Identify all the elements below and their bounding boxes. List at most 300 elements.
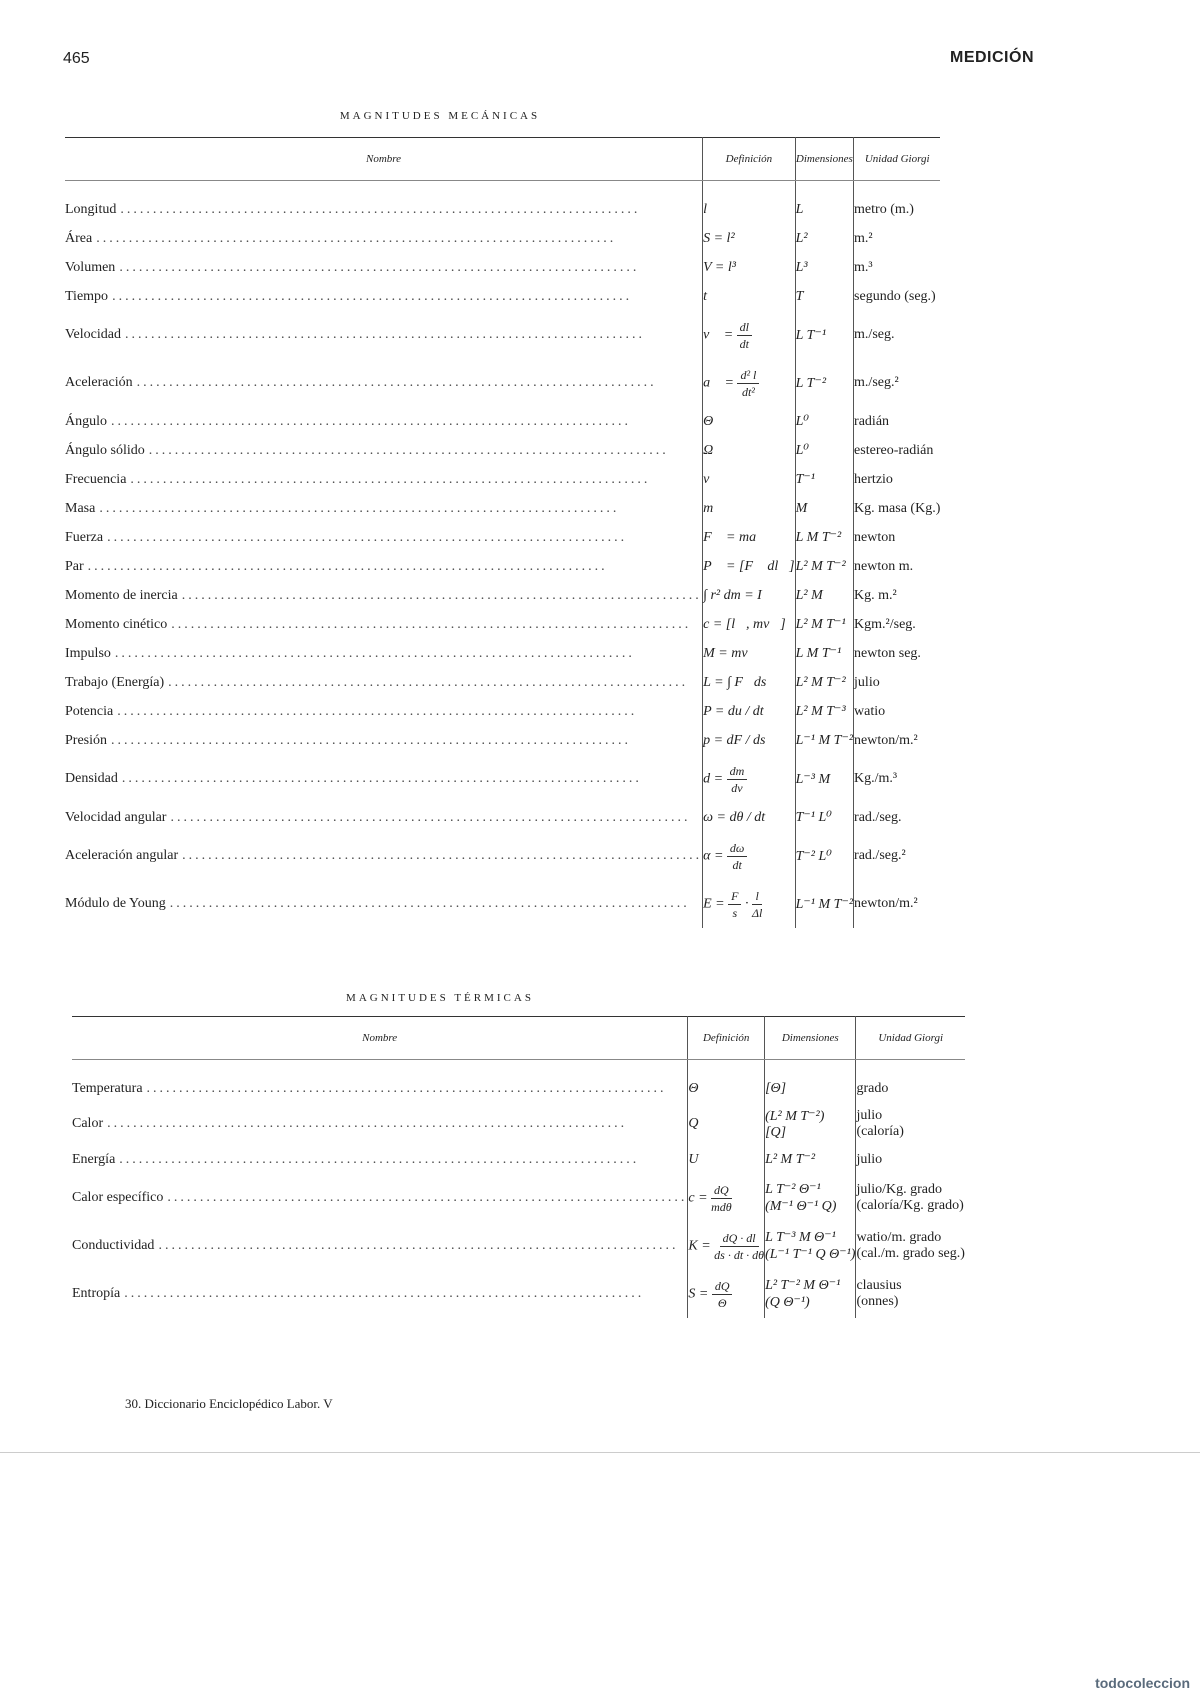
cell-dimensiones [795, 832, 853, 880]
quantity-name: Densidad [65, 771, 118, 786]
leader-dots: ................................................................................ [171, 616, 692, 632]
fraction-denominator: dt [732, 857, 742, 872]
definition-prefix: S = [688, 1286, 709, 1302]
cell-unidad [854, 755, 941, 803]
col-header-nombre: Nombre [72, 1017, 688, 1060]
unit: Kgm.²/seg. [854, 616, 916, 632]
unit: newton m. [854, 558, 914, 574]
cell-dimensiones [795, 311, 853, 359]
col-header-dimensiones: Dimensiones [795, 138, 853, 181]
definition: Ω [703, 442, 714, 458]
table-row [65, 639, 940, 668]
quantity-name: Potencia [65, 703, 114, 719]
cell-definicion [688, 1222, 765, 1270]
unit-alt: (caloría/Kg. grado) [856, 1198, 964, 1213]
definition: t [703, 288, 707, 304]
cell-unidad [856, 1074, 965, 1103]
unit: watio/m. grado [856, 1230, 942, 1245]
cell-dimensiones [795, 224, 853, 253]
fraction [737, 319, 752, 352]
dimension: L [795, 201, 804, 217]
fraction [752, 888, 762, 921]
quantity-name: Fuerza [65, 529, 104, 545]
definition: ∫ r² dm = I [703, 587, 762, 603]
unit: newton seg. [854, 645, 921, 661]
definition-operator: · [744, 896, 749, 912]
leader-dots: ................................................................................ [107, 529, 628, 545]
dimension: L² [795, 230, 808, 246]
cell-definicion [703, 832, 796, 880]
cell-nombre [65, 359, 703, 407]
cell-dimensiones [795, 755, 853, 803]
leader-dots: ................................................................................ [96, 230, 617, 246]
table-row [65, 465, 940, 494]
dimension: L⁻³ M [795, 771, 831, 787]
cell-unidad [854, 465, 941, 494]
cell-nombre [65, 465, 703, 494]
col-header-nombre: Nombre [65, 138, 703, 181]
fraction-denominator: ds · dt · dθ [714, 1247, 765, 1262]
col-header-unidad: Unidad Giorgi [856, 1017, 965, 1060]
dimension: L² M T⁻² [795, 559, 846, 574]
table-row [65, 697, 940, 726]
leader-dots: ................................................................................ [114, 645, 635, 661]
quantity-name: Masa [65, 500, 96, 516]
table-row [72, 1174, 965, 1222]
unit: clausius [856, 1278, 902, 1293]
cell-unidad [856, 1222, 965, 1270]
dimension: L² M T⁻¹ [795, 617, 846, 632]
table-row [72, 1103, 965, 1145]
cell-nombre [72, 1174, 688, 1222]
mecanicas-body [65, 181, 940, 929]
dimension: L M T⁻² [795, 530, 842, 545]
cell-dimensiones [795, 195, 853, 224]
fraction [737, 367, 759, 400]
dimension: L T⁻¹ [795, 327, 827, 343]
dimension: L T⁻² [795, 375, 827, 391]
cell-nombre [65, 639, 703, 668]
leader-dots: ................................................................................ [181, 587, 702, 603]
cell-dimensiones [765, 1074, 856, 1103]
cell-nombre [65, 581, 703, 610]
quantity-name: Ángulo [65, 413, 107, 429]
leader-dots: ................................................................................ [121, 771, 642, 786]
cell-nombre [72, 1222, 688, 1270]
leader-dots: ................................................................................ [119, 1151, 640, 1167]
quantity-name: Ángulo sólido [65, 442, 145, 458]
leader-dots: ................................................................................ [112, 288, 633, 304]
leader-dots: ................................................................................ [124, 1286, 645, 1301]
cell-unidad [854, 880, 941, 928]
cell-definicion [703, 639, 796, 668]
unit: julio [856, 1151, 883, 1167]
unit: hertzio [854, 471, 893, 487]
dimension: L² M T⁻² [795, 675, 846, 690]
unit: m./seg. [854, 327, 895, 342]
table-row [65, 282, 940, 311]
cell-unidad [856, 1145, 965, 1174]
footer-note: 30. Diccionario Enciclopédico Labor. V [125, 1396, 333, 1411]
quantity-name: Trabajo (Energía) [65, 674, 165, 690]
cell-dimensiones [765, 1174, 856, 1222]
cell-nombre [65, 610, 703, 639]
cell-unidad [854, 195, 941, 224]
mecanicas-caption: MAGNITUDES MECÁNICAS [339, 110, 541, 122]
leader-dots: ................................................................................ [119, 259, 640, 275]
cell-dimensiones [795, 668, 853, 697]
leader-dots: ................................................................................ [170, 809, 691, 825]
table-row [65, 359, 940, 407]
definition: M = mv⃗ [703, 645, 759, 661]
quantity-name: Conductividad [72, 1238, 155, 1253]
unit: m.³ [854, 259, 873, 275]
table-row [65, 224, 940, 253]
termicas-caption: MAGNITUDES TÉRMICAS [346, 992, 534, 1004]
termicas-body [72, 1060, 965, 1319]
fraction [727, 763, 748, 796]
unit: newton/m.² [854, 732, 918, 748]
cell-nombre [65, 282, 703, 311]
definition: S = l² [703, 230, 735, 246]
cell-unidad [854, 407, 941, 436]
table-row [72, 1270, 965, 1318]
unit: Kg. masa (Kg.) [854, 500, 941, 516]
unit: julio [856, 1108, 883, 1123]
fraction-denominator: dv [731, 780, 743, 795]
cell-definicion [703, 880, 796, 928]
fraction [727, 840, 747, 873]
fraction-numerator: F [728, 888, 741, 905]
unit: newton/m.² [854, 896, 918, 911]
cell-dimensiones [795, 726, 853, 755]
fraction-denominator: Δl [751, 905, 763, 920]
unit: radián [854, 413, 890, 429]
quantity-name: Calor [72, 1116, 104, 1131]
cell-unidad [854, 523, 941, 552]
cell-definicion [688, 1145, 765, 1174]
dimension: L⁻¹ M T⁻² [795, 896, 854, 912]
col-header-definicion: Definición [688, 1017, 765, 1060]
definition: l [703, 201, 707, 217]
cell-definicion [703, 359, 796, 407]
quantity-name: Aceleración [65, 375, 133, 390]
cell-dimensiones [795, 407, 853, 436]
table-row [65, 832, 940, 880]
cell-definicion [703, 195, 796, 224]
cell-dimensiones [765, 1222, 856, 1270]
leader-dots: ................................................................................ [148, 442, 669, 458]
leader-dots: ................................................................................ [111, 413, 631, 429]
dimension: L⁰ [795, 414, 810, 429]
cell-unidad [854, 832, 941, 880]
quantity-name: Momento cinético [65, 616, 168, 632]
fraction [711, 1182, 732, 1215]
cell-dimensiones [795, 610, 853, 639]
table-row [65, 610, 940, 639]
dimension: L⁰ [795, 443, 810, 458]
cell-nombre [72, 1074, 688, 1103]
cell-dimensiones [795, 359, 853, 407]
cell-dimensiones [765, 1103, 856, 1145]
fraction-numerator: l [752, 888, 761, 905]
table-row [65, 436, 940, 465]
cell-nombre [65, 407, 703, 436]
cell-unidad [854, 494, 941, 523]
dimension-alt: (Q Θ⁻¹) [765, 1295, 810, 1310]
quantity-name: Velocidad angular [65, 809, 167, 825]
cell-unidad [854, 311, 941, 359]
unit: Kg./m.³ [854, 771, 898, 786]
quantity-name: Impulso [65, 645, 111, 661]
unit: segundo (seg.) [854, 288, 936, 304]
cell-nombre [65, 253, 703, 282]
cell-definicion [688, 1174, 765, 1222]
cell-dimensiones [765, 1145, 856, 1174]
quantity-name: Volumen [65, 259, 116, 275]
table-row [65, 755, 940, 803]
dimension: M [795, 500, 808, 516]
cell-dimensiones [765, 1270, 856, 1318]
cell-definicion [703, 436, 796, 465]
dimension: L⁻¹ M T⁻² [795, 733, 854, 748]
dimension: T⁻¹ [795, 472, 815, 487]
page-number: 465 [63, 50, 90, 67]
cell-nombre [65, 755, 703, 803]
cell-definicion [703, 755, 796, 803]
cell-nombre [65, 436, 703, 465]
bottom-rule [0, 1452, 1200, 1453]
definition-prefix: α = [703, 848, 724, 864]
leader-dots: ................................................................................ [107, 1116, 628, 1131]
unit-alt: (onnes) [856, 1294, 899, 1309]
leader-dots: ................................................................................ [158, 1238, 679, 1253]
cell-dimensiones [795, 697, 853, 726]
cell-unidad [854, 803, 941, 832]
leader-dots: ................................................................................ [169, 896, 690, 911]
definition: L = ∫ F⃗ds [703, 674, 767, 690]
quantity-name: Aceleración angular [65, 848, 179, 863]
definition: ν [703, 471, 710, 487]
definition-prefix: a⃗ = [703, 375, 734, 391]
cell-unidad [854, 697, 941, 726]
cell-definicion [703, 407, 796, 436]
quantity-name: Temperatura [72, 1080, 143, 1096]
cell-nombre [65, 668, 703, 697]
quantity-name: Velocidad [65, 327, 121, 342]
unit: julio/Kg. grado [856, 1182, 942, 1197]
cell-nombre [65, 726, 703, 755]
cell-unidad [854, 224, 941, 253]
cell-definicion [703, 494, 796, 523]
running-head: MEDICIÓN [950, 49, 1034, 66]
unit: julio [854, 674, 880, 690]
fraction-numerator: dm [727, 763, 748, 780]
dimension: [Θ] [765, 1080, 787, 1096]
cell-nombre [65, 552, 703, 581]
quantity-name: Tiempo [65, 288, 109, 304]
quantity-name: Calor específico [72, 1190, 164, 1205]
leader-dots: ................................................................................ [111, 732, 631, 748]
cell-definicion [688, 1270, 765, 1318]
quantity-name: Presión [65, 732, 107, 748]
cell-dimensiones [795, 436, 853, 465]
cell-nombre [65, 697, 703, 726]
cell-dimensiones [795, 552, 853, 581]
col-header-dimensiones: Dimensiones [765, 1017, 856, 1060]
cell-dimensiones [795, 253, 853, 282]
cell-unidad [854, 282, 941, 311]
dimension: L² M T⁻² [765, 1152, 816, 1167]
unit: m.² [854, 230, 873, 246]
definition: P⃗ = [F⃗ dl⃗] [703, 558, 795, 574]
cell-definicion [703, 523, 796, 552]
quantity-name: Área [65, 230, 93, 246]
unit: rad./seg.² [854, 848, 906, 863]
unit-alt: (cal./m. grado seg.) [856, 1246, 965, 1261]
fraction-numerator: dQ · dl [720, 1230, 759, 1247]
cell-unidad [854, 726, 941, 755]
cell-nombre [72, 1270, 688, 1318]
cell-dimensiones [795, 880, 853, 928]
fraction-numerator: dl [737, 319, 752, 336]
leader-dots: ................................................................................ [182, 848, 703, 863]
definition-prefix: c = [688, 1190, 708, 1206]
definition: U [688, 1151, 699, 1167]
cell-unidad [854, 436, 941, 465]
leader-dots: ................................................................................ [146, 1080, 667, 1096]
cell-nombre [65, 880, 703, 928]
dimension: L³ [795, 259, 808, 275]
definition: P = du / dt [703, 703, 764, 719]
dimension-alt: (L⁻¹ T⁻¹ Q Θ⁻¹) [765, 1247, 856, 1262]
fraction-denominator: s [732, 905, 738, 920]
definition: Θ [688, 1080, 699, 1096]
definition-prefix: K = [688, 1238, 711, 1254]
table-row [65, 253, 940, 282]
cell-unidad [854, 639, 941, 668]
cell-definicion [703, 253, 796, 282]
cell-dimensiones [795, 581, 853, 610]
cell-dimensiones [795, 494, 853, 523]
cell-nombre [65, 195, 703, 224]
cell-nombre [72, 1145, 688, 1174]
watermark: todocoleccion [1095, 1675, 1190, 1691]
cell-dimensiones [795, 465, 853, 494]
unit-alt: (caloría) [856, 1124, 904, 1139]
col-header-definicion: Definición [703, 138, 796, 181]
dimension: L² T⁻² M Θ⁻¹ [765, 1278, 841, 1293]
leader-dots: ................................................................................ [87, 558, 608, 574]
cell-nombre [65, 832, 703, 880]
dimension-alt: (M⁻¹ Θ⁻¹ Q) [765, 1199, 837, 1214]
dimension: T [795, 288, 804, 304]
cell-unidad [856, 1270, 965, 1318]
unit: m./seg.² [854, 375, 899, 390]
table-row [65, 494, 940, 523]
cell-definicion [703, 697, 796, 726]
leader-dots: ................................................................................ [99, 500, 620, 516]
leader-dots: ................................................................................ [117, 703, 638, 719]
termicas-table [72, 1016, 965, 1318]
cell-nombre [72, 1103, 688, 1145]
dimension: T⁻¹ L⁰ [795, 810, 832, 825]
leader-dots: ................................................................................ [124, 327, 645, 342]
cell-unidad [856, 1174, 965, 1222]
cell-definicion [703, 311, 796, 359]
col-header-unidad: Unidad Giorgi [854, 138, 941, 181]
quantity-name: Frecuencia [65, 471, 127, 487]
leader-dots: ................................................................................ [136, 375, 657, 390]
dimension: (L² M T⁻²) [765, 1108, 825, 1124]
fraction-denominator: Θ [717, 1295, 727, 1310]
cell-dimensiones [795, 523, 853, 552]
cell-unidad [854, 668, 941, 697]
table-row [65, 311, 940, 359]
table-row [65, 668, 940, 697]
unit: estereo-radián [854, 442, 934, 458]
fraction-numerator: d² l [737, 367, 759, 384]
mecanicas-table [65, 137, 940, 928]
dimension: L² M [795, 587, 823, 603]
quantity-name: Energía [72, 1151, 116, 1167]
cell-unidad [854, 359, 941, 407]
definition: c = [l⃗, mv⃗] [703, 616, 786, 632]
table-row [65, 523, 940, 552]
dimension: L T⁻² Θ⁻¹ [765, 1182, 821, 1197]
fraction [712, 1278, 733, 1311]
cell-nombre [65, 803, 703, 832]
leader-dots: ................................................................................ [167, 1190, 688, 1205]
fraction [714, 1230, 764, 1263]
definition: Θ [703, 413, 714, 429]
definition: p = dF / ds [703, 732, 766, 748]
quantity-name: Momento de inercia [65, 587, 178, 603]
cell-definicion [703, 282, 796, 311]
cell-nombre [65, 523, 703, 552]
cell-definicion [703, 581, 796, 610]
unit: watio [854, 703, 886, 719]
definition-prefix: v⃗ = [703, 327, 734, 343]
cell-definicion [703, 552, 796, 581]
cell-dimensiones [795, 803, 853, 832]
cell-dimensiones [795, 282, 853, 311]
cell-definicion [688, 1103, 765, 1145]
cell-unidad [854, 610, 941, 639]
definition: m [703, 500, 714, 516]
cell-nombre [65, 311, 703, 359]
cell-definicion [688, 1074, 765, 1103]
dimension-alt: [Q] [765, 1124, 787, 1140]
fraction-denominator: dt [739, 336, 750, 351]
table-row [65, 880, 940, 928]
leader-dots: ................................................................................ [120, 201, 641, 217]
cell-dimensiones [795, 639, 853, 668]
unit: Kg. m.² [854, 587, 897, 603]
table-row [72, 1074, 965, 1103]
cell-definicion [703, 465, 796, 494]
leader-dots: ................................................................................ [130, 471, 651, 487]
cell-nombre [65, 494, 703, 523]
definition: ω = dθ / dt [703, 809, 766, 825]
quantity-name: Par [65, 558, 84, 574]
definition-prefix: E = [703, 896, 725, 912]
dimension: L T⁻³ M Θ⁻¹ [765, 1230, 836, 1245]
cell-unidad [856, 1103, 965, 1145]
dimension: T⁻² L⁰ [795, 848, 832, 864]
table-row [65, 552, 940, 581]
cell-definicion [703, 610, 796, 639]
